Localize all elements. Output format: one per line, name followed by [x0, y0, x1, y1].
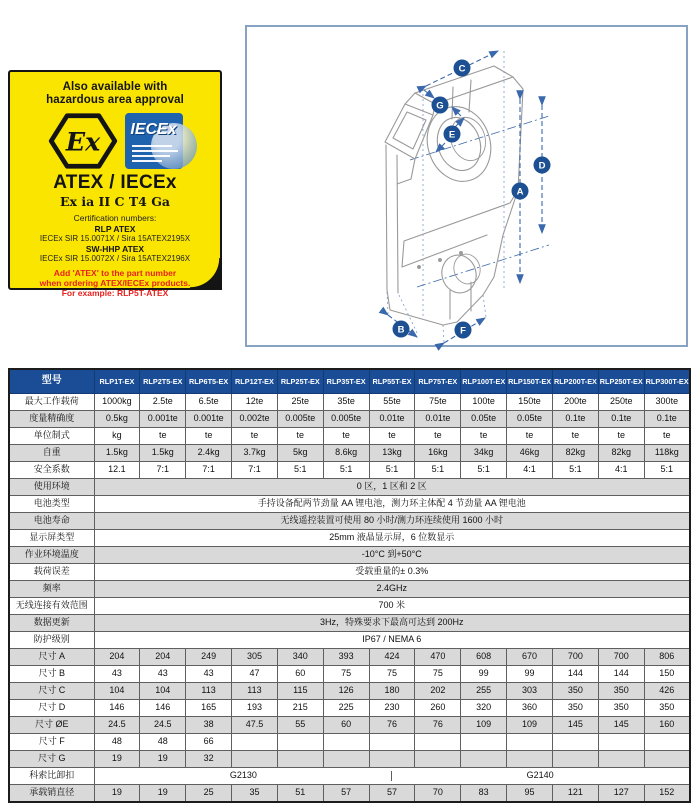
value-cell: 82kg	[552, 445, 598, 462]
value-cell: 113	[186, 683, 232, 700]
value-cell: 305	[232, 649, 278, 666]
span-value-cell: -10°C 到+50°C	[94, 547, 690, 564]
value-cell: 5:1	[461, 462, 507, 479]
table-row	[9, 598, 690, 615]
table-row	[9, 581, 690, 598]
row-label: 电池类型	[9, 496, 94, 513]
badge-corner-fold	[190, 258, 222, 290]
badge-order-note	[10, 268, 220, 298]
table-row	[9, 479, 690, 496]
dimension-label-f: F	[460, 325, 466, 337]
value-cell: 806	[644, 649, 690, 666]
table-row	[9, 700, 690, 717]
table-header-row	[9, 369, 690, 394]
value-cell: te	[369, 428, 415, 445]
value-cell: 608	[461, 649, 507, 666]
value-cell: te	[232, 428, 278, 445]
value-cell: 1.5kg	[94, 445, 140, 462]
value-cell: te	[461, 428, 507, 445]
value-cell	[277, 751, 323, 768]
value-cell	[552, 734, 598, 751]
value-cell: 127	[598, 785, 644, 803]
value-cell: 350	[598, 700, 644, 717]
value-cell	[277, 734, 323, 751]
value-cell: 700	[598, 649, 644, 666]
value-cell: 249	[186, 649, 232, 666]
value-cell: te	[415, 428, 461, 445]
value-cell: 100te	[461, 394, 507, 411]
value-cell: 8.6kg	[323, 445, 369, 462]
value-cell: 152	[644, 785, 690, 803]
value-cell: 0.01te	[415, 411, 461, 428]
value-cell: 12.1	[94, 462, 140, 479]
dimension-label-a: A	[516, 186, 524, 198]
badge-heading-line1: Also available with	[62, 81, 168, 93]
value-cell: 165	[186, 700, 232, 717]
badge-note-line1: Add 'ATEX' to the part number	[53, 267, 177, 278]
value-cell: 350	[552, 700, 598, 717]
iecex-logo-icon	[125, 113, 183, 169]
row-label: 自重	[9, 445, 94, 462]
badge-heading	[10, 81, 220, 107]
value-cell: 4:1	[507, 462, 553, 479]
value-cell: 350	[598, 683, 644, 700]
value-cell: 70	[415, 785, 461, 803]
row-label: 承载销直径	[9, 785, 94, 803]
value-cell: 0.001te	[186, 411, 232, 428]
value-cell: 204	[140, 649, 186, 666]
value-cell: 35	[232, 785, 278, 803]
value-cell: 230	[369, 700, 415, 717]
row-label: 度量精确度	[9, 411, 94, 428]
value-cell: 0.05te	[507, 411, 553, 428]
value-cell: 204	[94, 649, 140, 666]
model-header-1: RLP2T5-EX	[140, 369, 186, 394]
value-cell	[552, 751, 598, 768]
value-cell: 144	[552, 666, 598, 683]
table-row	[9, 547, 690, 564]
value-cell: 1000kg	[94, 394, 140, 411]
table-row	[9, 530, 690, 547]
value-cell: 193	[232, 700, 278, 717]
value-cell: 16kg	[415, 445, 461, 462]
value-cell: 19	[94, 751, 140, 768]
row-label: 数据更新	[9, 615, 94, 632]
value-cell: 350	[644, 700, 690, 717]
value-cell: 260	[415, 700, 461, 717]
value-cell: 160	[644, 717, 690, 734]
row-label: 安全系数	[9, 462, 94, 479]
value-cell: 109	[507, 717, 553, 734]
iecex-bar	[132, 160, 162, 162]
model-header-8: RLP100T-EX	[461, 369, 507, 394]
value-cell	[232, 734, 278, 751]
value-cell: 25te	[277, 394, 323, 411]
value-cell: 51	[277, 785, 323, 803]
model-header-10: RLP200T-EX	[552, 369, 598, 394]
value-cell: te	[323, 428, 369, 445]
dimension-label-d: D	[538, 160, 546, 172]
value-cell: 6.5te	[186, 394, 232, 411]
value-cell: 150te	[507, 394, 553, 411]
value-cell: 670	[507, 649, 553, 666]
value-cell: te	[277, 428, 323, 445]
iecex-bar	[132, 145, 172, 147]
value-cell	[507, 751, 553, 768]
badge-title: ATEX / IECEx	[53, 171, 177, 193]
value-cell: 43	[140, 666, 186, 683]
value-cell: 60	[323, 717, 369, 734]
value-cell: 43	[94, 666, 140, 683]
value-cell: 0.1te	[598, 411, 644, 428]
model-header-7: RLP75T-EX	[415, 369, 461, 394]
value-cell: te	[598, 428, 644, 445]
spec-table	[8, 368, 691, 803]
value-cell: 5:1	[323, 462, 369, 479]
value-cell: 109	[461, 717, 507, 734]
value-cell: 126	[323, 683, 369, 700]
load-link-drawing	[247, 27, 686, 345]
value-cell: 424	[369, 649, 415, 666]
span-value-cell: 25mm 液晶显示屏，6 位数显示	[94, 530, 690, 547]
value-cell: 3.7kg	[232, 445, 278, 462]
value-cell: 180	[369, 683, 415, 700]
atex-approval-badge	[8, 70, 222, 298]
dimension-diagram	[245, 25, 688, 347]
value-cell	[507, 734, 553, 751]
split-value: G2130	[96, 771, 393, 780]
table-row	[9, 632, 690, 649]
value-cell: 0.1te	[644, 411, 690, 428]
row-label: 尺寸 F	[9, 734, 94, 751]
value-cell: 0.005te	[277, 411, 323, 428]
value-cell: 55	[277, 717, 323, 734]
value-cell	[415, 734, 461, 751]
value-cell: 303	[507, 683, 553, 700]
value-cell: 19	[94, 785, 140, 803]
row-label: 防护级别	[9, 632, 94, 649]
model-header-12: RLP300T-EX	[644, 369, 690, 394]
row-label: 尺寸 B	[9, 666, 94, 683]
value-cell: 57	[323, 785, 369, 803]
model-header-5: RLP35T-EX	[323, 369, 369, 394]
span-value-cell: 2.4GHz	[94, 581, 690, 598]
span-value-cell: 无线遥控装置可使用 80 小时/测力环连续使用 1600 小时	[94, 513, 690, 530]
value-cell: 320	[461, 700, 507, 717]
value-cell: 32	[186, 751, 232, 768]
ex-hexagon-icon	[48, 112, 118, 170]
value-cell: 144	[598, 666, 644, 683]
value-cell	[598, 751, 644, 768]
value-cell: 5:1	[277, 462, 323, 479]
value-cell	[369, 734, 415, 751]
value-cell: 250te	[598, 394, 644, 411]
model-header-label: 型号	[9, 369, 94, 394]
value-cell: 46kg	[507, 445, 553, 462]
value-cell	[369, 751, 415, 768]
row-label: 电池寿命	[9, 513, 94, 530]
value-cell: 47.5	[232, 717, 278, 734]
value-cell: 393	[323, 649, 369, 666]
value-cell	[323, 751, 369, 768]
value-cell: 0.1te	[552, 411, 598, 428]
dimension-label-e: E	[448, 129, 456, 141]
value-cell: 470	[415, 649, 461, 666]
value-cell: 300te	[644, 394, 690, 411]
row-label: 科索比卸扣	[9, 768, 94, 785]
value-cell: 113	[232, 683, 278, 700]
table-row	[9, 445, 690, 462]
span-value-cell: 0 区，1 区和 2 区	[94, 479, 690, 496]
value-cell: 5:1	[644, 462, 690, 479]
value-cell: 0.5kg	[94, 411, 140, 428]
value-cell: 75	[415, 666, 461, 683]
value-cell: 24.5	[94, 717, 140, 734]
badge-note-line3: For example: RLP5T-ATEX	[61, 287, 169, 298]
value-cell: 13kg	[369, 445, 415, 462]
value-cell: 55te	[369, 394, 415, 411]
value-cell: 12te	[232, 394, 278, 411]
row-label: 尺寸 A	[9, 649, 94, 666]
row-label: 尺寸 D	[9, 700, 94, 717]
value-cell: 35te	[323, 394, 369, 411]
row-label: 载荷误差	[9, 564, 94, 581]
cert1-name: RLP ATEX	[94, 223, 136, 234]
row-label: 作业环境温度	[9, 547, 94, 564]
value-cell: 5:1	[369, 462, 415, 479]
value-cell: 104	[94, 683, 140, 700]
badge-note-line2: when ordering ATEX/IECEx products.	[39, 277, 191, 288]
value-cell: 350	[552, 683, 598, 700]
table-row	[9, 411, 690, 428]
span-value-cell: 700 米	[94, 598, 690, 615]
value-cell: te	[644, 428, 690, 445]
table-row	[9, 394, 690, 411]
row-label: 无线连接有效范围	[9, 598, 94, 615]
value-cell: 118kg	[644, 445, 690, 462]
table-row	[9, 496, 690, 513]
badge-ex-marking: Ex ia II C T4 Ga	[59, 193, 170, 209]
value-cell: 426	[644, 683, 690, 700]
row-label: 最大工作载荷	[9, 394, 94, 411]
value-cell: 7:1	[186, 462, 232, 479]
value-cell: 76	[369, 717, 415, 734]
dimension-label-g: G	[436, 100, 444, 112]
table-row	[9, 649, 690, 666]
cert2-numbers: IECEx SIR 15.0072X / Sira 15ATEX2196X	[39, 253, 191, 263]
value-cell	[232, 751, 278, 768]
value-cell: 57	[369, 785, 415, 803]
value-cell: 1.5kg	[140, 445, 186, 462]
value-cell: 200te	[552, 394, 598, 411]
value-cell: 0.005te	[323, 411, 369, 428]
row-label: 频率	[9, 581, 94, 598]
value-cell: 82kg	[598, 445, 644, 462]
table-row	[9, 513, 690, 530]
value-cell: te	[507, 428, 553, 445]
row-label: 尺寸 C	[9, 683, 94, 700]
value-cell: 145	[598, 717, 644, 734]
row-label: 单位制式	[9, 428, 94, 445]
value-cell: 5:1	[552, 462, 598, 479]
value-cell: 146	[140, 700, 186, 717]
value-cell: 48	[140, 734, 186, 751]
cert-heading: Certification numbers:	[73, 212, 157, 223]
dimension-label-c: C	[458, 63, 466, 75]
model-header-11: RLP250T-EX	[598, 369, 644, 394]
table-row	[9, 683, 690, 700]
iecex-bar	[132, 150, 178, 152]
table-row	[9, 768, 690, 785]
ex-logo-text: Ex	[65, 126, 100, 157]
value-cell: 360	[507, 700, 553, 717]
iecex-bar	[132, 155, 170, 157]
value-cell: 5:1	[415, 462, 461, 479]
value-cell	[415, 751, 461, 768]
value-cell: 225	[323, 700, 369, 717]
table-row	[9, 785, 690, 803]
value-cell: te	[186, 428, 232, 445]
value-cell: 0.001te	[140, 411, 186, 428]
value-cell: 34kg	[461, 445, 507, 462]
value-cell: 83	[461, 785, 507, 803]
value-cell	[644, 751, 690, 768]
value-cell: 104	[140, 683, 186, 700]
value-cell: 4:1	[598, 462, 644, 479]
value-cell: 145	[552, 717, 598, 734]
value-cell: 25	[186, 785, 232, 803]
value-cell	[644, 734, 690, 751]
value-cell: 66	[186, 734, 232, 751]
iecex-logo-text: IECEx	[130, 120, 177, 138]
value-cell: 7:1	[232, 462, 278, 479]
value-cell: 99	[507, 666, 553, 683]
value-cell: 95	[507, 785, 553, 803]
table-row	[9, 734, 690, 751]
value-cell: 60	[277, 666, 323, 683]
value-cell	[461, 751, 507, 768]
value-cell: 75	[323, 666, 369, 683]
value-cell: 99	[461, 666, 507, 683]
value-cell: 146	[94, 700, 140, 717]
value-cell: 700	[552, 649, 598, 666]
spec-table-wrap	[8, 368, 691, 803]
model-header-9: RLP150T-EX	[507, 369, 553, 394]
split-value: G2140	[526, 770, 554, 781]
span-value-cell: 3Hz，特殊要求下最高可达到 200Hz	[94, 615, 690, 632]
span-value-cell: IP67 / NEMA 6	[94, 632, 690, 649]
table-row	[9, 564, 690, 581]
badge-heading-line2: hazardous area approval	[46, 93, 184, 106]
value-cell: 2.5te	[140, 394, 186, 411]
span-value-cell: 受载重量的± 0.3%	[94, 564, 690, 581]
value-cell: 19	[140, 785, 186, 803]
table-row	[9, 717, 690, 734]
value-cell: 38	[186, 717, 232, 734]
value-cell: 43	[186, 666, 232, 683]
value-cell: 19	[140, 751, 186, 768]
value-cell: kg	[94, 428, 140, 445]
value-cell: 0.05te	[461, 411, 507, 428]
value-cell: 121	[552, 785, 598, 803]
model-header-6: RLP55T-EX	[369, 369, 415, 394]
value-cell: 47	[232, 666, 278, 683]
value-cell: 7:1	[140, 462, 186, 479]
model-header-2: RLP6T5-EX	[186, 369, 232, 394]
model-header-0: RLP1T-EX	[94, 369, 140, 394]
cert1-numbers: IECEx SIR 15.0071X / Sira 15ATEX2195X	[39, 233, 191, 243]
value-cell: 215	[277, 700, 323, 717]
value-cell: te	[552, 428, 598, 445]
table-row	[9, 428, 690, 445]
value-cell: 150	[644, 666, 690, 683]
table-row	[9, 666, 690, 683]
table-row	[9, 615, 690, 632]
value-cell: 48	[94, 734, 140, 751]
value-cell: 5kg	[277, 445, 323, 462]
dimension-label-b: B	[397, 324, 405, 336]
value-cell: 76	[415, 717, 461, 734]
row-label: 尺寸 ØE	[9, 717, 94, 734]
model-header-4: RLP25T-EX	[277, 369, 323, 394]
row-label: 使用环境	[9, 479, 94, 496]
value-cell: 0.01te	[369, 411, 415, 428]
row-label: 尺寸 G	[9, 751, 94, 768]
value-cell: 24.5	[140, 717, 186, 734]
value-cell: 255	[461, 683, 507, 700]
value-cell	[461, 734, 507, 751]
value-cell: 202	[415, 683, 461, 700]
row-label: 显示屏类型	[9, 530, 94, 547]
value-cell: 2.4kg	[186, 445, 232, 462]
value-cell	[323, 734, 369, 751]
value-cell: 0.002te	[232, 411, 278, 428]
value-cell: 115	[277, 683, 323, 700]
cert2-name: SW-HHP ATEX	[85, 243, 145, 254]
value-cell: 340	[277, 649, 323, 666]
value-cell: 75	[369, 666, 415, 683]
table-row	[9, 751, 690, 768]
model-header-3: RLP12T-EX	[232, 369, 278, 394]
badge-logo-row	[10, 112, 220, 170]
split-value-cell	[94, 768, 690, 785]
value-cell: te	[140, 428, 186, 445]
table-row	[9, 462, 690, 479]
span-value-cell: 手持设备配两节劲量 AA 锂电池，测力环主体配 4 节劲量 AA 锂电池	[94, 496, 690, 513]
value-cell	[598, 734, 644, 751]
value-cell: 75te	[415, 394, 461, 411]
